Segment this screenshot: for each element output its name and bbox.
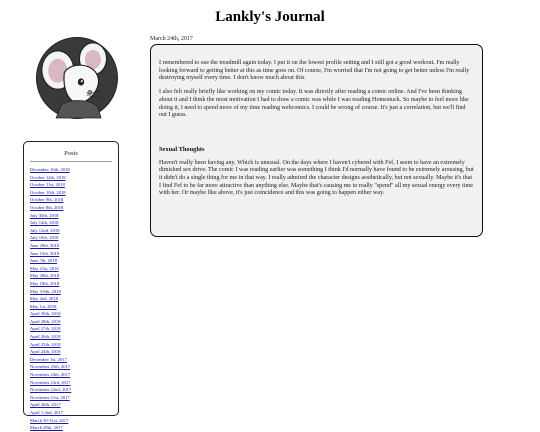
journal-entry bbox=[150, 44, 483, 237]
post-list-item bbox=[30, 409, 118, 417]
post-list-item bbox=[30, 303, 118, 311]
post-list-item bbox=[30, 379, 118, 387]
posts-sidebar bbox=[23, 141, 119, 431]
post-link[interactable]: June 29th, 2018 bbox=[30, 242, 60, 248]
entry-date: March 24th, 2017 bbox=[150, 36, 193, 42]
post-list-item bbox=[30, 394, 118, 402]
post-link[interactable]: April 26th, 2017 bbox=[30, 402, 61, 408]
post-list-item bbox=[30, 174, 118, 182]
post-list-item bbox=[30, 424, 118, 432]
posts-heading: Posts bbox=[64, 150, 78, 157]
post-link[interactable]: October 8th, 2018 bbox=[30, 204, 64, 210]
post-list-item bbox=[30, 250, 118, 258]
post-link[interactable]: October 14th, 2018 bbox=[30, 174, 66, 180]
post-link[interactable]: March 28th, 2017 bbox=[30, 425, 63, 431]
post-list-item bbox=[30, 341, 118, 349]
post-link[interactable]: July 30th, 2018 bbox=[30, 212, 59, 218]
post-list-item bbox=[30, 325, 118, 333]
post-list-item bbox=[30, 295, 118, 303]
post-list-item bbox=[30, 401, 118, 409]
post-link[interactable]: November 22nd, 2017 bbox=[30, 387, 72, 393]
post-link[interactable]: October 9th, 2018 bbox=[30, 197, 64, 203]
post-list-item bbox=[30, 234, 118, 242]
post-link[interactable]: April 28th, 2018 bbox=[30, 318, 61, 324]
post-list-item bbox=[30, 363, 118, 371]
post-link[interactable]: November 23rd, 2017 bbox=[30, 379, 71, 385]
post-link[interactable]: May 18th, 2018 bbox=[30, 280, 60, 286]
posts-list bbox=[24, 166, 118, 432]
post-list-item bbox=[30, 196, 118, 204]
post-list-item bbox=[30, 166, 118, 174]
post-link[interactable]: December 16th, 2018 bbox=[30, 167, 70, 172]
post-list-item bbox=[30, 417, 118, 425]
post-list-item bbox=[30, 265, 118, 273]
post-link[interactable]: April 25th, 2018 bbox=[30, 341, 61, 347]
post-link[interactable]: May 20th, 2018 bbox=[30, 273, 60, 279]
post-list-item bbox=[30, 333, 118, 341]
post-link[interactable]: May 21st, 2018 bbox=[30, 265, 59, 271]
post-link[interactable]: June 7th, 2018 bbox=[30, 258, 57, 264]
post-list-item bbox=[30, 181, 118, 189]
post-link[interactable]: June 15th, 2018 bbox=[30, 250, 60, 256]
entry-paragraph: I remembered to use the treadmill again today. I put it on the lowest profile setting and I still got a good workout. I'm really looking forward to getting better at this as time goes on. Of course, I'm worried that I'm not going to get better unless I'm really destroying myself every time. I don't know much about this. bbox=[159, 60, 470, 82]
entry-section-heading: Sexual Thoughts bbox=[159, 145, 205, 153]
post-link[interactable]: November 25th, 2017 bbox=[30, 364, 71, 370]
posts-divider bbox=[30, 161, 112, 162]
post-list-item bbox=[30, 219, 118, 227]
post-link[interactable]: October 10th, 2018 bbox=[30, 189, 66, 195]
post-list-item bbox=[30, 212, 118, 220]
post-link[interactable]: July 12nd, 2018 bbox=[30, 227, 60, 233]
post-list-item bbox=[30, 204, 118, 212]
post-list-item bbox=[30, 386, 118, 394]
post-link[interactable]: April 27th, 2018 bbox=[30, 326, 61, 332]
entry-paragraph: I also felt really briefly like working on my comic today. It was directly after reading a comic online. And I've been thinking about it and I think the most motivation I had to draw a comic was while I was reading Homestuck. So maybe to feel more like doing it, I need to spend more of my time reading webcomics. I could be wrong of course. It's just a correlation, but we'll find out I guess. bbox=[159, 89, 469, 119]
post-link[interactable]: July 14th, 2018 bbox=[30, 220, 59, 226]
post-list-item bbox=[30, 288, 118, 296]
post-list-item bbox=[30, 310, 118, 318]
post-link[interactable]: November 21st, 2017 bbox=[30, 394, 70, 400]
site-title: Lankly's Journal bbox=[215, 9, 325, 25]
entry-spacer bbox=[159, 126, 474, 146]
post-list-item bbox=[30, 348, 118, 356]
post-list-item bbox=[30, 189, 118, 197]
post-list-item bbox=[30, 371, 118, 379]
post-link[interactable]: May 2nd, 2018 bbox=[30, 296, 58, 302]
post-list-item bbox=[30, 257, 118, 265]
post-link[interactable]: December 1st, 2017 bbox=[30, 356, 67, 362]
post-list-item bbox=[30, 356, 118, 364]
post-link[interactable]: April 24th, 2018 bbox=[30, 349, 61, 355]
post-link[interactable]: November 24th, 2017 bbox=[30, 372, 71, 378]
mouse-character-icon bbox=[37, 38, 117, 118]
entry-paragraph: Haven't really been having any. Which is unusual. On the days where I haven't cybered with Fef, I seem to have an extremely dimished sex drive. The comic I was reading earlier was something I think I'd normally have found to be extremely arousing, but it didn't do a single thing for me in that way. I really admired the character designs aesthetically, but not sexually. Maybe it's that I find Fef to be far more attractive than anything else. Maybe that's causing me to really "spend" all my sexual energy every time with her. Or maybe like above, it's just coincidence and this was going to happen either way. bbox=[159, 159, 474, 197]
post-list-item bbox=[30, 318, 118, 326]
post-list-item bbox=[30, 280, 118, 288]
post-list-item bbox=[30, 227, 118, 235]
post-link[interactable]: April 26th, 2018 bbox=[30, 334, 61, 340]
post-link[interactable]: April 30th, 2018 bbox=[30, 311, 61, 317]
post-link[interactable]: October 11st, 2018 bbox=[30, 182, 65, 188]
post-list-item bbox=[30, 272, 118, 280]
avatar bbox=[36, 37, 118, 119]
post-list-item bbox=[30, 242, 118, 250]
post-link[interactable]: July 10th, 2018 bbox=[30, 235, 59, 241]
post-link[interactable]: May 1st, 2018 bbox=[30, 303, 57, 309]
post-link[interactable]: May 3-6th, 2018 bbox=[30, 288, 61, 294]
post-link[interactable]: March 29-31st, 2017 bbox=[30, 417, 69, 423]
post-link[interactable]: April 1-2nd, 2017 bbox=[30, 410, 64, 415]
